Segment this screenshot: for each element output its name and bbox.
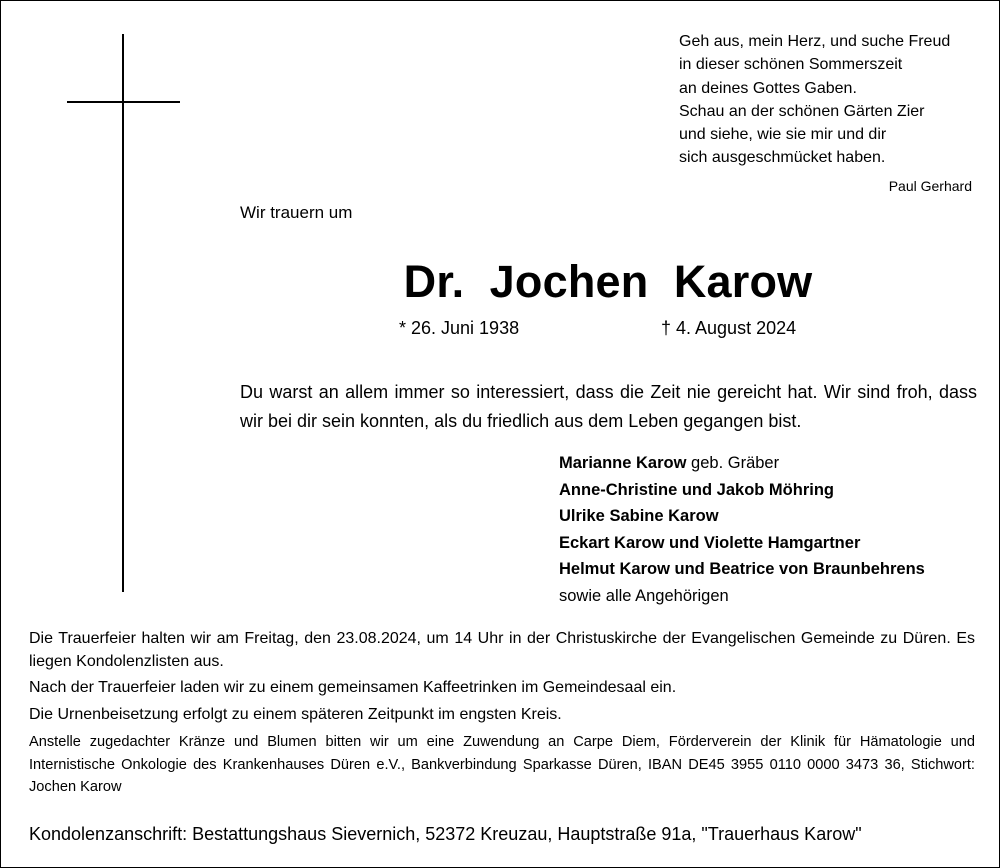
condolence-address: Kondolenzanschrift: Bestattungshaus Sievernich, 52372 Kreuzau, Hauptstraße 91a, "Trauerhaus Karow" (29, 824, 862, 844)
death-date: † 4. August 2024 (661, 318, 797, 338)
family-member (559, 583, 925, 610)
funeral-details (29, 628, 975, 799)
family-list (559, 450, 925, 609)
birth-date: * 26. Juni 1938 (399, 318, 520, 338)
poem-line: in dieser schönen Sommerszeit (679, 56, 903, 74)
burial-info: Die Urnenbeisetzung erfolgt zu einem späteren Zeitpunkt im engsten Kreis. (29, 705, 562, 723)
poem-line: Geh aus, mein Herz, und suche Freud (679, 33, 951, 50)
cross-icon-vertical-bar (122, 34, 124, 592)
deceased-name: Dr. Jochen Karow (403, 256, 813, 307)
poem-verse (679, 30, 950, 170)
family-member-note: geb. Gräber (686, 454, 780, 472)
ceremony-info: Die Trauerfeier halten wir am Freitag, den 23.08.2024, um 14 Uhr in der Christuskirche der Evangelischen Gemeinde zu Düren. Es liegen Kondolenzlisten aus. (29, 630, 975, 670)
family-member-name: Marianne Karow (559, 454, 687, 472)
memorial-quote: Du warst an allem immer so interessiert, dass die Zeit nie gereicht hat. Wir sind froh, dass wir bei dir sein konnten, als du friedlich aus dem Leben gegangen bist. (240, 382, 977, 431)
family-member (559, 530, 925, 557)
family-member-note: sowie alle Angehörigen (559, 586, 729, 605)
family-member (559, 503, 925, 530)
poem-line: Schau an der schönen Gärten Zier (679, 102, 925, 120)
poem-line: und siehe, wie sie mir und dir (679, 126, 887, 144)
cross-icon-horizontal-bar (67, 101, 180, 103)
family-member-name: Helmut Karow und Beatrice von Braunbehrens (559, 560, 925, 578)
poem-line: sich ausgeschmücket haben. (679, 149, 886, 167)
family-member-name: Eckart Karow und Violette Hamgartner (559, 533, 861, 552)
poem-line: an deines Gottes Gaben. (679, 79, 857, 97)
poem-author: Paul Gerhard (888, 178, 972, 194)
coffee-info: Nach der Trauerfeier laden wir zu einem gemeinsamen Kaffeetrinken im Gemeindesaal ein. (29, 679, 677, 696)
family-member-name: Ulrike Sabine Karow (559, 507, 719, 525)
family-member (559, 450, 925, 477)
donation-info: Anstelle zugedachter Kränze und Blumen bitten wir um eine Zuwendung an Carpe Diem, Förderverein der Klinik für Hämatologie und Internistische Onkologie des Krankenhauses Düren e.V., Bankverbindung Sparkasse Düren, IBAN DE45 3955 0110 0000 3473 36, Stichwort: Jochen Karow (29, 734, 975, 795)
intro-text: Wir trauern um (240, 203, 353, 222)
family-member (559, 477, 925, 504)
family-member-name: Anne-Christine und Jakob Möhring (559, 480, 834, 499)
family-member (559, 556, 925, 583)
